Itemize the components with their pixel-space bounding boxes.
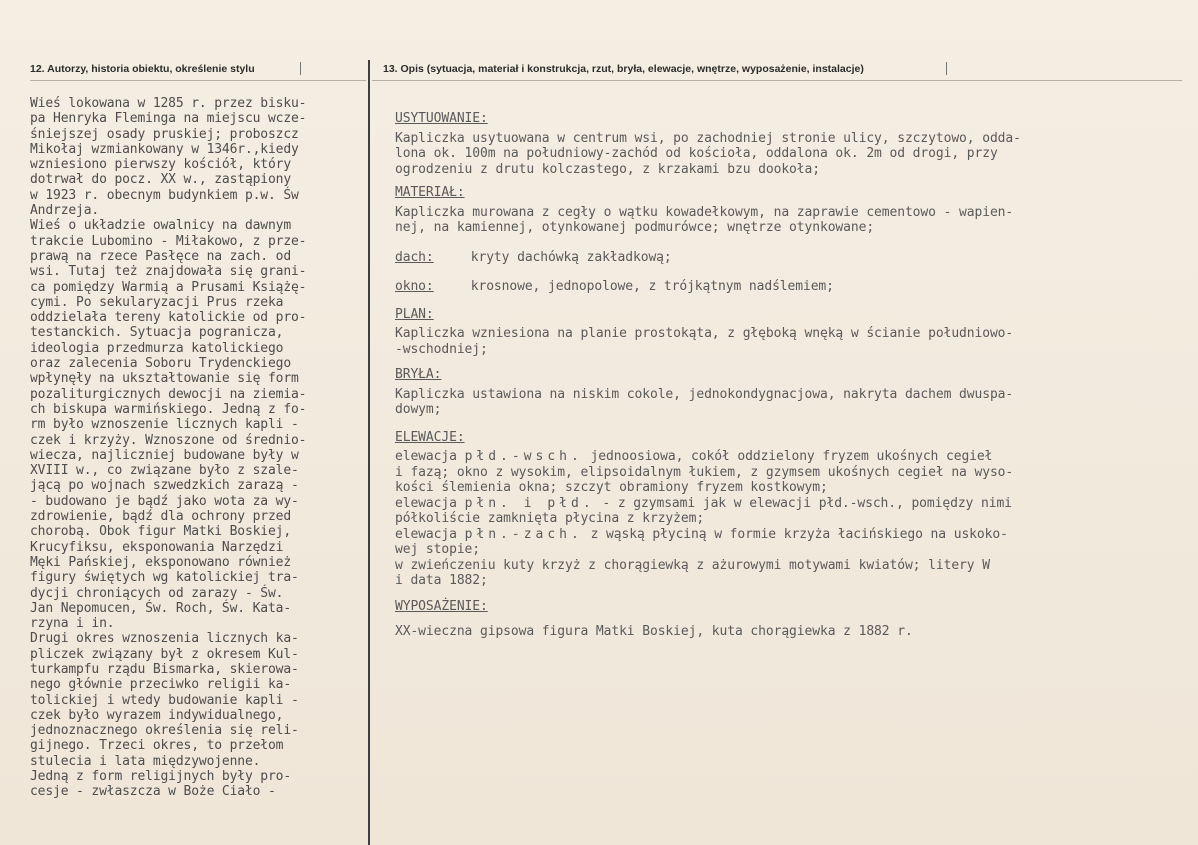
elevation-label: elewacja [395,495,457,511]
section-bryla [395,367,1185,418]
material-line: nej, na kamiennej, otynkowanej podmurówce; wnętrze otynkowane; [395,220,875,235]
history-line: Męki Pańskiej, eksponowano również [30,554,292,570]
history-line: jącą po wojnach szwedzkich zarazą - [30,478,299,494]
history-line: turkampfu rządu Bismarka, skierowa- [30,661,299,677]
history-line: tolickiej i wtedy budowanie kapli - [30,692,299,708]
history-line: dotrwał do pocz. XX w., zastąpiony [30,172,292,188]
section-plan [395,307,1185,358]
history-line: Wieś o układzie owalnicy na dawnym [30,218,292,234]
section-13-header: 13. Opis (sytuacja, materiał i konstrukcja, rzut, bryła, elewacje, wnętrze, wyposażenie, instalacje) [383,63,864,75]
history-line: dycji chroniących od zarazy - Św. [30,585,284,601]
history-line: Jedną z form religijnych były pro- [30,769,292,785]
history-line: Krucyfiksu, eksponowania Narzędzi [30,539,284,555]
history-line: zdrowienie, bądź dla ochrony przed [30,509,292,525]
history-line: wiecza, najliczniej budowane były w [30,447,299,463]
section-usytuowanie [395,111,1185,177]
history-line: pa Henryka Fleminga na miejscu wcze- [30,111,307,127]
history-line: chorobą. Obok figur Matki Boskiej, [30,524,292,540]
elevation-label: elewacja [395,449,457,464]
elewacje-line: wej stopie; [395,542,480,557]
history-line: Mikołaj wzmiankowany w 1346r.,kiedy [30,141,299,157]
section-12-header: 12. Autorzy, historia obiektu, określenie stylu [30,63,255,75]
header-tick-right [946,62,947,75]
description-column [395,111,1185,640]
elevation-text: - z gzymsami jak w elewacji płd.-wsch., pomiędzy nimi [602,495,1012,511]
bryla-heading: BRYŁA: [395,367,442,382]
history-line: Andrzeja. [30,203,100,219]
bryla-line: Kapliczka ustawiona na niskim cokole, jednokondygnacjowa, nakryta dachem dwuspa- [395,386,1014,402]
history-line: pozaliturgicznych dewocji na ziemia- [30,386,307,402]
bryla-line: dowym; [395,402,442,417]
history-line: wzniesiono pierwszy kościół, który [30,157,292,173]
dach-label: dach: [395,249,434,265]
history-line: stulecia i lata międzywojenne. [30,753,261,769]
history-line: ca pomiędzy Warmią a Prusami Książę- [30,279,307,295]
material-line: Kapliczka murowana z cegły o wątku kowadełkowym, na zaprawie cementowo - wapien- [395,204,1014,220]
history-line: figury świętych wg katolickiej tra- [30,570,299,586]
elewacje-line: w zwieńczeniu kuty krzyż z chorągiewką z ażurowymi motywami kwiatów; litery W [395,557,990,573]
history-line: Wieś lokowana w 1285 r. przez bisku- [30,96,307,111]
okno-text: krosnowe, jednopolowe, z trójkątnym nadślemiem; [470,279,834,294]
history-line: nego głównie przeciwko religii ka- [30,677,292,693]
history-line: trakcie Lubomino - Miłakowo, z prze- [30,233,307,249]
history-line: Drugi okres wznoszenia licznych ka- [30,631,299,647]
history-line: śniejszej osady pruskiej; proboszcz [30,126,299,142]
elevation-direction: płn. i płd. [464,495,595,511]
history-line: cesje - zwłaszcza w Boże Ciało - [30,784,276,800]
material-heading: MATERIAŁ: [395,185,465,200]
section-material [395,185,1185,236]
header-rule-right [372,80,1182,81]
history-line: gijnego. Trzeci okres, to przełom [30,738,284,754]
history-line: pliczek związany był z okresem Kul- [30,646,299,662]
plan-heading: PLAN: [395,306,434,322]
elewacje-heading: ELEWACJE: [395,429,465,445]
header-tick-left [300,62,301,75]
history-line: wsi. Tutaj też znajdowała się grani- [30,264,307,280]
history-line: jednoznacznego określenia się reli- [30,723,299,739]
section-dach [395,250,1185,266]
history-line: oraz zalecenia Soboru Trydenckiego [30,356,292,372]
section-elewacje [395,430,1185,589]
history-line: w 1923 r. obecnym budynkiem p.w. Św [30,187,299,203]
usytuowanie-line: ogrodzeniu z drutu kolczastego, z krzakami bzu dookoła; [395,161,820,177]
section-wyposazenie [395,599,1185,640]
history-line: rm było wznoszenie licznych kapli - [30,417,299,433]
elewacje-line: i fazą; okno z wysokim, elipsoidalnym łukiem, z gzymsem ukośnych cegieł na wyso- [395,464,1014,480]
elewacje-line: półkoliście zamknięta płycina z krzyżem; [395,511,705,526]
usytuowanie-heading: USYTUOWANIE: [395,111,488,126]
history-line: XVIII w., co związane było z szale- [30,463,299,479]
usytuowanie-line: lona ok. 100m na południowy-zachód od kościoła, oddalona ok. 2m od drogi, przy [395,146,998,161]
history-line: czek i krzyży. Wznoszone od średnio- [30,432,307,448]
header-rule-left [30,80,366,81]
history-line: Jan Nepomucen, Św. Roch, Św. Kata- [30,600,292,616]
elevation-direction: płn.-zach. [464,526,583,542]
history-line: rzyna i in. [30,616,115,632]
wyposazenie-line: XX-wieczna gipsowa figura Matki Boskiej, kuta chorągiewka z 1882 r. [395,624,913,639]
history-line: czek było wyrazem indywidualnego, [30,707,284,723]
elevation-text: z wąską płyciną w formie krzyża łacińskiego na uskoko- [590,526,1008,542]
usytuowanie-line: Kapliczka usytuowana w centrum wsi, po zachodniej stronie ulicy, szczytowo, odda- [395,130,1021,146]
plan-line: Kapliczka wzniesiona na planie prostokąta, z głęboką wnęką w ścianie południowo- [395,326,1014,341]
history-line: cymi. Po sekularyzacji Prus rzeka [30,294,284,310]
section-okno [395,279,1185,295]
history-text-column [30,96,370,800]
elevation-text: jednoosiowa, cokół oddzielony fryzem ukośnych cegieł [590,449,993,464]
okno-label: okno: [395,279,434,294]
elevation-direction: płd.-wsch. [464,449,583,464]
history-line: prawą na rzece Pasłęce na zach. od [30,248,292,264]
elewacje-line: kości ślemienia okna; szczyt obramiony fryzem kostkowym; [395,480,828,495]
history-line: ch biskupa warmińskiego. Jedną z fo- [30,401,307,417]
elevation-label: elewacja [395,526,457,542]
history-line: wpłynęły na ukształtowanie się form [30,371,299,387]
elewacje-line: i data 1882; [395,573,488,588]
history-line: ideologia przedmurza katolickiego [30,340,284,356]
wyposazenie-heading: WYPOSAŻENIE: [395,598,488,614]
history-line: testanckich. Sytuacja pogranicza, [30,325,284,341]
history-line: - budowano je bądź jako wota za wy- [30,493,299,509]
plan-line: -wschodniej; [395,341,488,357]
history-line: oddzielała tereny katolickie od pro- [30,310,307,326]
dach-text: kryty dachówką zakładkową; [470,249,672,265]
